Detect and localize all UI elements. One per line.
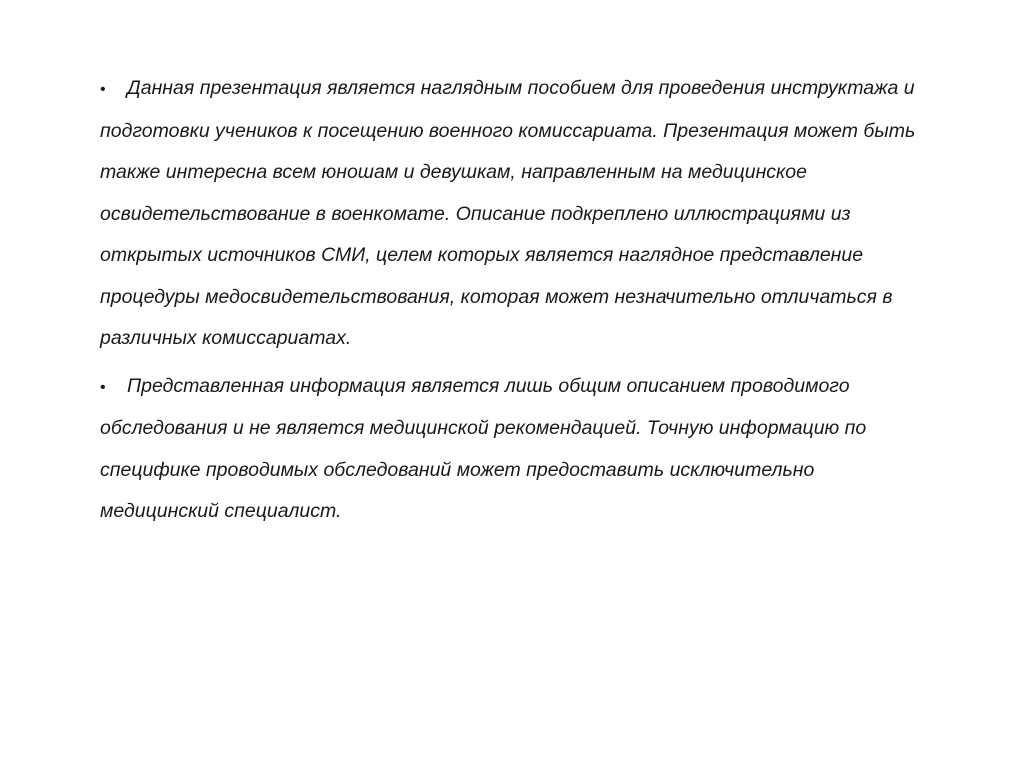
bullet-list [100,68,930,539]
bullet-icon: • [100,378,106,396]
bullet-text: Представленная информация является лишь общим описанием проводимого обследования и не является медицинской рекомендацией. Точную информацию по специфике проводимых обследований может предоставить исключительно медицинский специалист. [100,374,867,522]
bullet-item-disclaimer-medical [100,366,930,533]
bullet-icon: • [100,81,106,98]
bullet-text: Данная презентация является наглядным пособием для проведения инструктажа и подготовки учеников к посещению военного комиссариата. Презентация может быть также интересна всем юношам и девушкам, направленным на медицинское освидетельствование в военкомате. Описание подкреплено иллюстрациями из открытых источников СМИ, целем которых является наглядное представление процедуры медосвидетельствования, которая может незначительно отличаться в различных комиссариатах. [100,77,916,349]
bullet-item-disclaimer-purpose [100,68,930,360]
